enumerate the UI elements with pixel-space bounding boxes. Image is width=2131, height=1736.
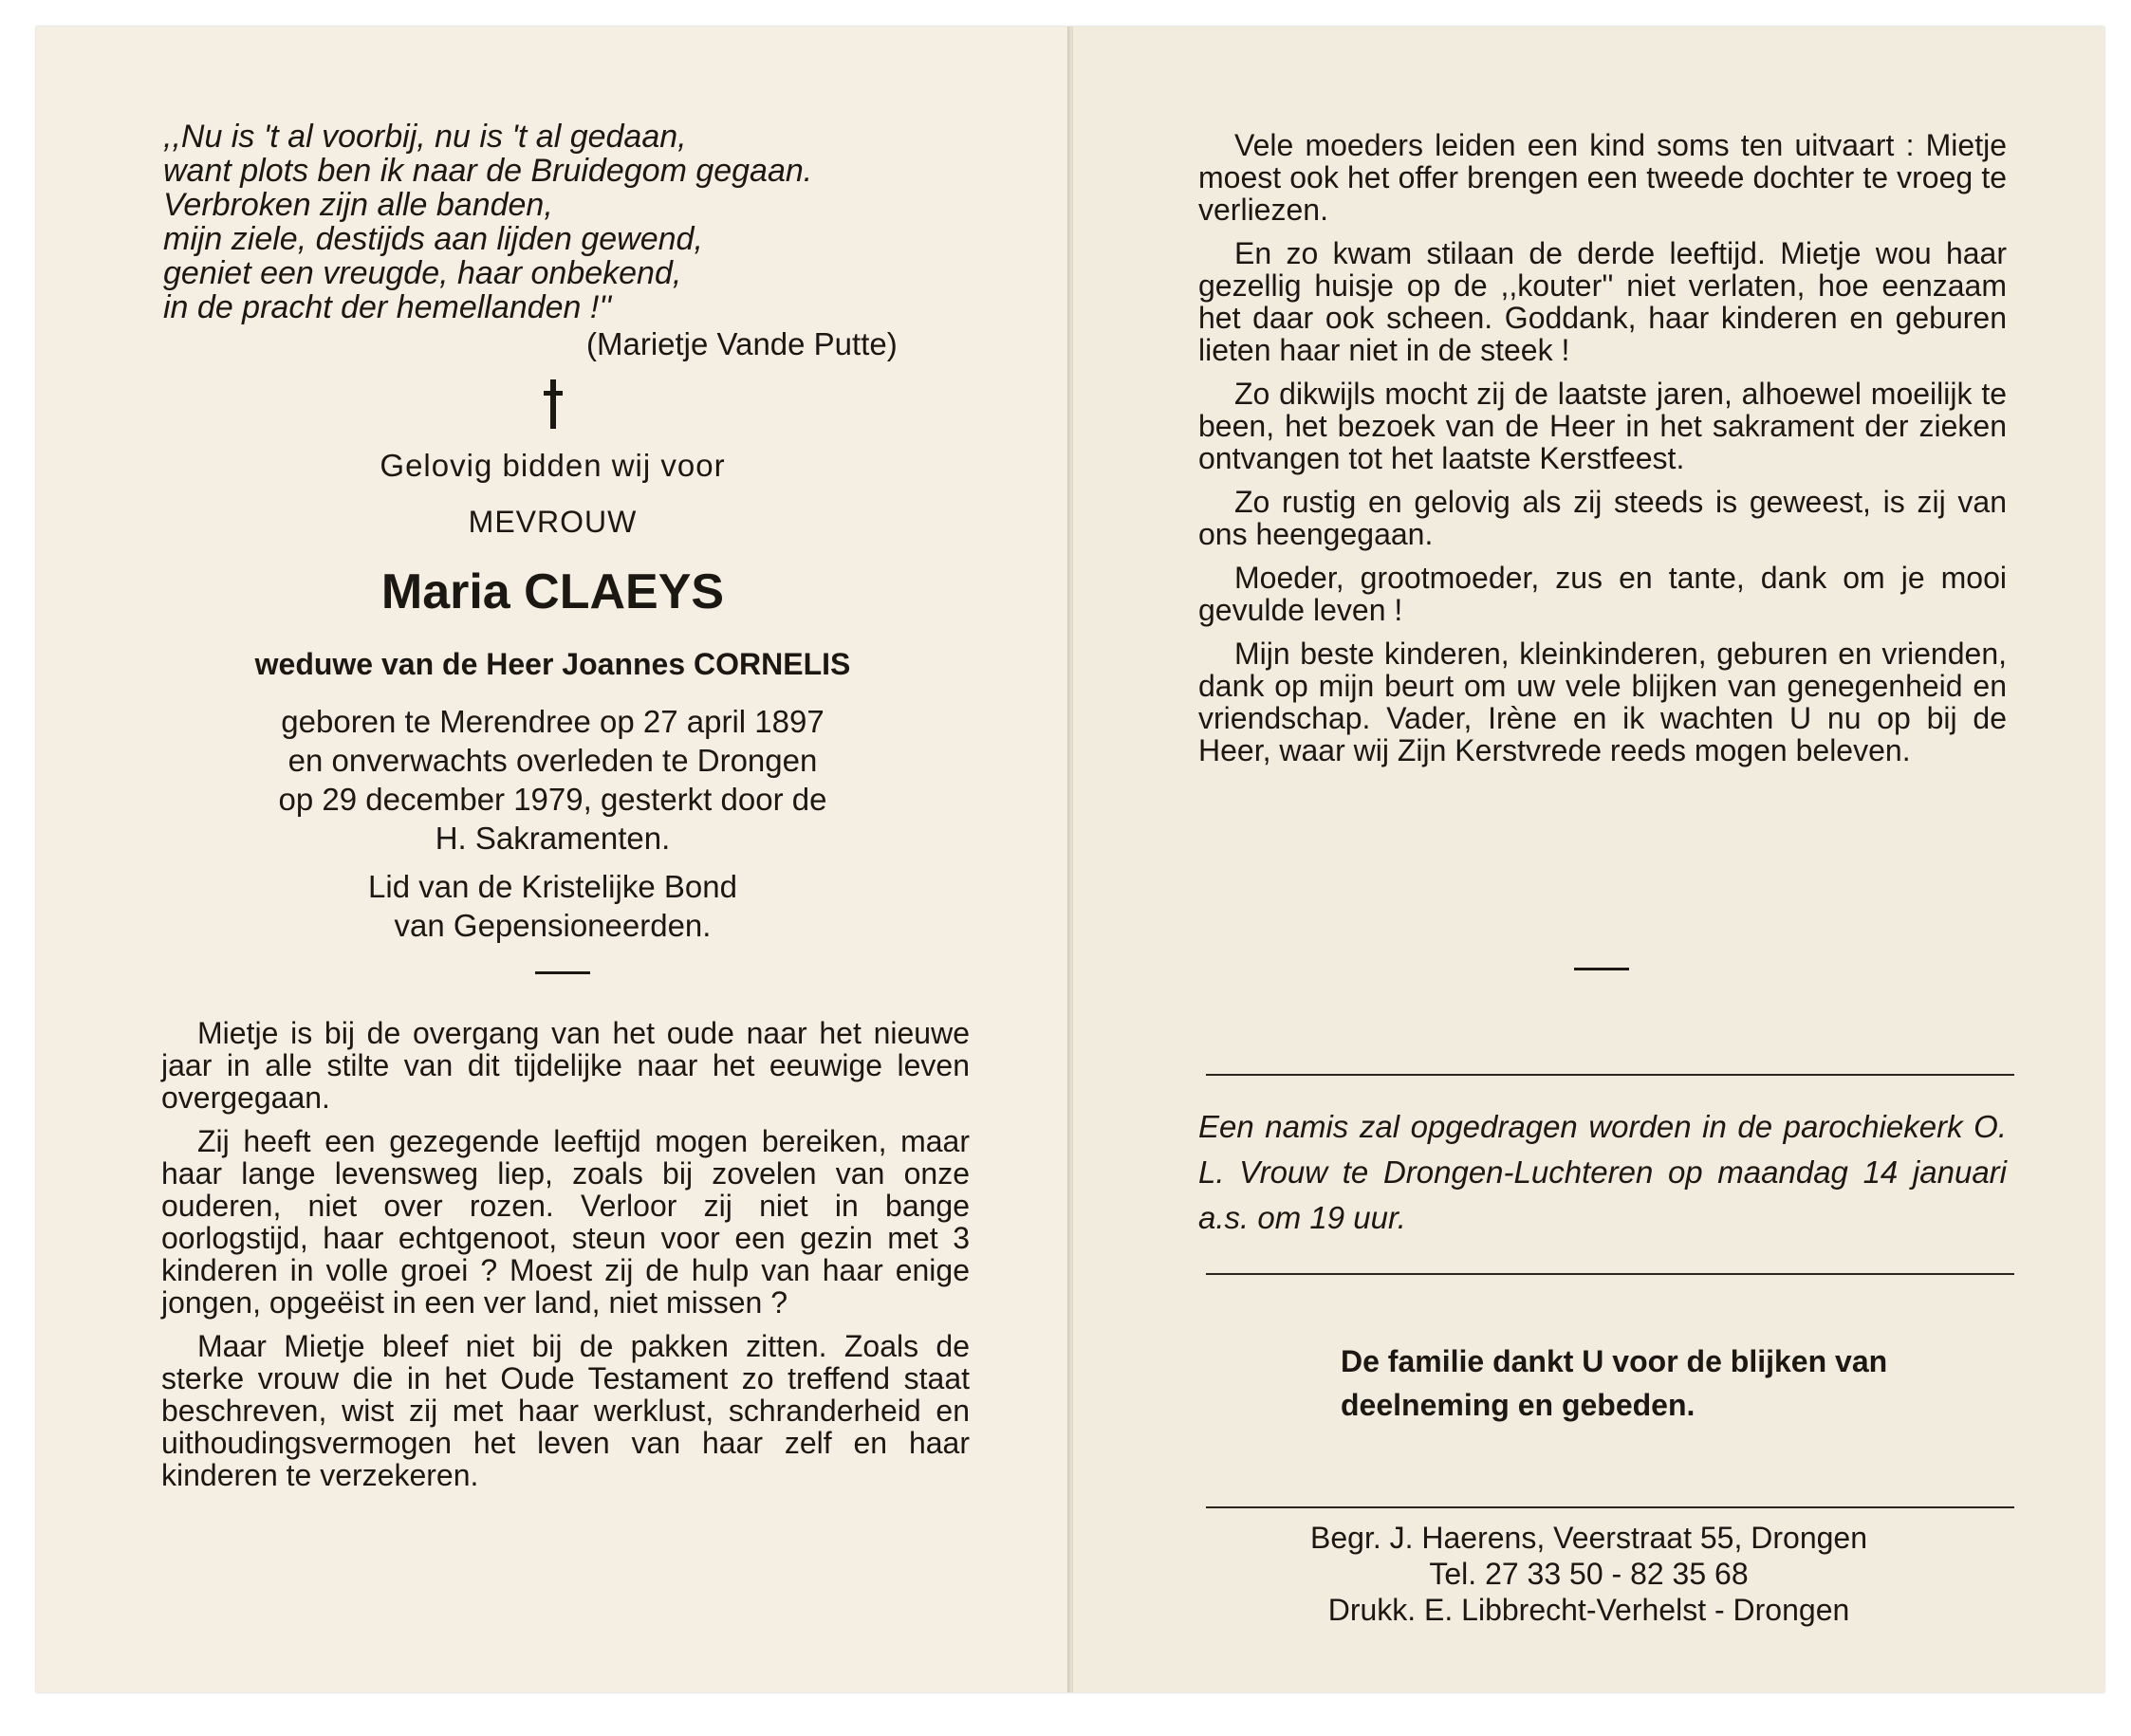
membership-line: Lid van de Kristelijke Bond (368, 869, 737, 904)
poem-line: want plots ben ik naar de Bruidegom gegaan. (163, 153, 813, 189)
separator-line (1206, 1506, 2014, 1508)
birth-death-line: en onverwachts overleden te Drongen (287, 743, 818, 778)
birth-death-info (36, 702, 1069, 858)
poem (163, 120, 1017, 324)
phone-line: Tel. 27 33 50 - 82 35 68 (1429, 1557, 1749, 1591)
left-text (161, 1017, 970, 1503)
birth-death-line: op 29 december 1979, gesterkt door de (278, 782, 827, 817)
poem-line: in de pracht der hemellanden !'' (163, 289, 612, 325)
separator-line (1206, 1074, 2014, 1076)
cross-icon (544, 379, 563, 429)
left-panel (36, 27, 1069, 1692)
deceased-name: Maria CLAEYS (380, 564, 725, 619)
honorific: MEVROUW (468, 505, 638, 539)
mass-notice: Een namis zal opgedragen worden in de parochiekerk O. L. Vrouw te Drongen-Luchteren op maandag 14 januari a.s. om 19 uur. (1198, 1109, 2007, 1235)
paragraph: En zo kwam stilaan de derde leeftijd. Mietje wou haar gezellig huisje op de ,,kouter'' niet verlaten, hoe eenzaam het daar ook scheen. Goddank, haar kinderen en geburen lieten haar niet in de steek ! (1198, 236, 2007, 367)
paragraph: Zij heeft een gezegende leeftijd mogen bereiken, maar haar lange levensweg liep, zoals bij zovelen van onze ouderen, niet over rozen. Verloor zij niet in bange oorlogstijd, haar echtgenoot, steun voor een gezin met 3 kinderen in volle groei ? Moest zij de hulp van haar enige jongen, opgeëist in een ver land, niet missen ? (161, 1124, 970, 1320)
paragraph: Mijn beste kinderen, kleinkinderen, geburen en vrienden, dank op mijn beurt om uw vele blijken van genegenheid en vriendschap. Vader, Irène en ik wachten U nu op bij de Heer, waar wij Zijn Kerstvrede reeds mogen beleven. (1198, 637, 2007, 767)
divider-dash (535, 971, 590, 974)
birth-death-line: geboren te Merendree op 27 april 1897 (281, 704, 825, 739)
prayer-line: Gelovig bidden wij voor (380, 448, 726, 483)
right-text (1198, 129, 2007, 778)
paragraph: Zo dikwijls mocht zij de laatste jaren, alhoewel moeilijk te been, het bezoek van de Heer in het sakrament der zieken ontvangen tot het laatste Kerstfeest. (1198, 377, 2007, 475)
birth-death-line: H. Sakramenten. (435, 821, 671, 856)
family-thanks: De familie dankt U voor de blijken van deelneming en gebeden. (1341, 1344, 1888, 1422)
memorial-card (36, 27, 2104, 1692)
paragraph: Vele moeders leiden een kind soms ten uitvaart : Mietje moest ook het offer brengen een tweede dochter te vroeg te verliezen. (1198, 128, 2007, 227)
poem-line: geniet een vreugde, haar onbekend, (163, 255, 682, 291)
paragraph: Mietje is bij de overgang van het oude naar het nieuwe jaar in alle stilte van dit tijdelijke naar het eeuwige leven overgegaan. (161, 1016, 970, 1115)
divider-dash (1574, 968, 1629, 970)
printer-info (1073, 1520, 2104, 1628)
membership-line: van Gepensioneerden. (394, 908, 712, 943)
membership-info (36, 867, 1069, 945)
paragraph: Zo rustig en gelovig als zij steeds is geweest, is zij van ons heengegaan. (1198, 485, 2007, 551)
poem-line: mijn ziele, destijds aan lijden gewend, (163, 221, 703, 257)
printer-line: Drukk. E. Libbrecht-Verhelst - Drongen (1327, 1593, 1850, 1627)
paragraph: Moeder, grootmoeder, zus en tante, dank om je mooi gevulde leven ! (1198, 561, 2007, 627)
right-panel (1073, 27, 2104, 1692)
poem-line: ,,Nu is 't al voorbij, nu is 't al gedaan, (163, 119, 687, 155)
undertaker-line: Begr. J. Haerens, Veerstraat 55, Drongen (1310, 1521, 1867, 1555)
paragraph: Maar Mietje bleef niet bij de pakken zitten. Zoals de sterke vrouw die in het Oude Testament zo treffend staat beschreven, wist zij met haar werklust, schranderheid en uithoudingsvermogen het leven van haar zelf en haar kinderen te verzekeren. (161, 1329, 970, 1492)
separator-line (1206, 1273, 2014, 1275)
poem-line: Verbroken zijn alle banden, (163, 187, 553, 223)
poem-author: (Marietje Vande Putte) (586, 326, 898, 361)
widow-of: weduwe van de Heer Joannes CORNELIS (254, 647, 851, 681)
